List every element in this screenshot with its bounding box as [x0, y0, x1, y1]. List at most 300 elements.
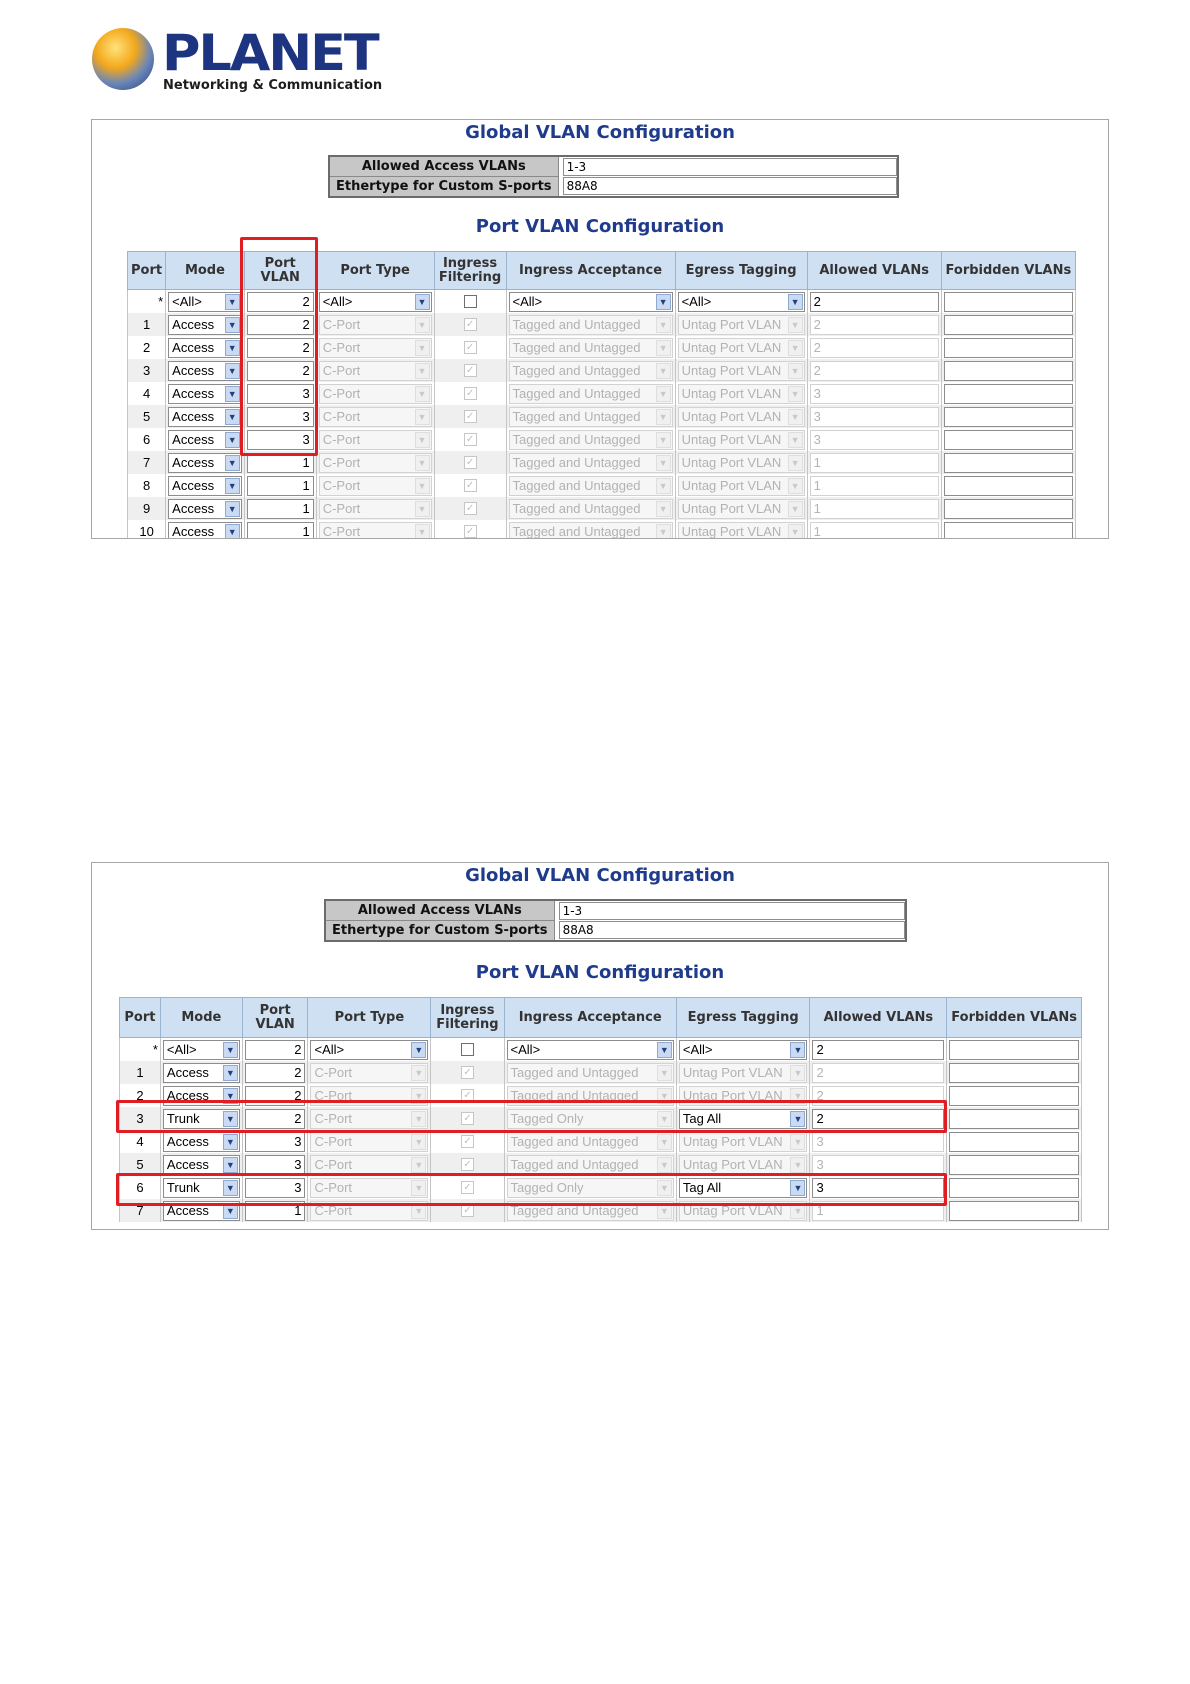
mode-select[interactable] — [168, 361, 242, 381]
chevron-down-icon: ▼ — [790, 1157, 805, 1173]
chevron-down-icon: ▼ — [788, 455, 803, 471]
forbidden-vlans-input[interactable] — [944, 522, 1073, 540]
egress-tagging-select-value: Untag Port VLAN — [681, 477, 782, 493]
forbidden-vlans-input[interactable] — [944, 430, 1073, 450]
chevron-down-icon: ▼ — [415, 409, 430, 425]
chevron-down-icon: ▼ — [656, 524, 671, 540]
ingress-filtering-checkbox: ✓ — [464, 318, 477, 331]
ingress-filtering-checkbox[interactable] — [461, 1043, 474, 1056]
mode-select[interactable] — [168, 499, 242, 519]
port-type-select — [319, 407, 432, 427]
allowed-vlans-input: 2 — [812, 1063, 944, 1083]
forbidden-vlans-input[interactable] — [944, 315, 1073, 335]
port-vlan-input[interactable]: 1 — [247, 499, 314, 519]
brand-tagline: Networking & Communication — [163, 78, 383, 93]
port-vlan-input[interactable]: 2 — [247, 315, 314, 335]
port-number: 2 — [128, 336, 166, 359]
ingress-acceptance-select-value: Tagged and Untagged — [512, 523, 641, 539]
chevron-down-icon: ▼ — [411, 1088, 426, 1104]
ingress-filtering-checkbox: ✓ — [464, 433, 477, 446]
ingress-acceptance-select-value: Tagged and Untagged — [512, 431, 641, 447]
ingress-acceptance-select-value: Tagged and Untagged — [512, 385, 641, 401]
chevron-down-icon: ▼ — [223, 1157, 238, 1173]
port-type-select-value: C-Port — [322, 477, 361, 493]
port-number: 2 — [120, 1084, 161, 1107]
port-type-select — [319, 453, 432, 473]
ingress-acceptance-select-value: <All> — [512, 293, 543, 309]
chevron-down-icon: ▼ — [225, 386, 240, 402]
mode-select[interactable] — [163, 1155, 240, 1175]
port-type-select-value: C-Port — [322, 500, 361, 516]
col-header-ingress-acceptance: Ingress Acceptance — [506, 252, 675, 290]
mode-select-value: Access — [172, 362, 215, 378]
allowed-vlans-input[interactable]: 2 — [812, 1040, 944, 1060]
egress-tagging-select — [679, 1132, 808, 1152]
egress-tagging-select — [678, 522, 805, 540]
ingress-acceptance-select-value: Tagged Only — [510, 1110, 584, 1126]
port-type-select-value: C-Port — [314, 1179, 353, 1195]
port-number: 5 — [128, 405, 166, 428]
port-vlan-input[interactable]: 2 — [247, 338, 314, 358]
egress-tagging-select-value: Untag Port VLAN — [681, 339, 782, 355]
port-vlan-input[interactable]: 2 — [247, 292, 314, 312]
port-type-select-value: C-Port — [314, 1110, 353, 1126]
mode-select-value: Access — [166, 1087, 209, 1103]
ingress-acceptance-select — [509, 522, 673, 540]
port-type-select — [319, 361, 432, 381]
chevron-down-icon: ▼ — [657, 1134, 672, 1150]
port-vlan-input[interactable]: 1 — [247, 476, 314, 496]
chevron-down-icon: ▼ — [223, 1088, 238, 1104]
ingress-acceptance-select-value: Tagged Only — [510, 1179, 584, 1195]
egress-tagging-select — [679, 1063, 808, 1083]
col-header-egress-tagging: Egress Tagging — [675, 252, 807, 290]
allowed-vlans-input: 2 — [812, 1086, 944, 1106]
chevron-down-icon: ▼ — [411, 1203, 426, 1219]
allowed-vlans-input: 2 — [810, 315, 939, 335]
chevron-down-icon: ▼ — [788, 524, 803, 540]
chevron-down-icon: ▼ — [225, 317, 240, 333]
ingress-acceptance-select — [509, 499, 673, 519]
port-vlan-input[interactable]: 3 — [247, 407, 314, 427]
col-header-allowed-vlans: Allowed VLANs — [807, 252, 941, 290]
egress-tagging-select-value: Untag Port VLAN — [682, 1202, 783, 1218]
chevron-down-icon: ▼ — [656, 478, 671, 494]
chevron-down-icon: ▼ — [657, 1157, 672, 1173]
egress-tagging-select[interactable] — [679, 1040, 808, 1060]
mode-select[interactable] — [168, 407, 242, 427]
brand-name: PLANET — [162, 24, 378, 82]
port-vlan-input[interactable]: 3 — [247, 384, 314, 404]
port-vlan-input[interactable]: 1 — [245, 1201, 306, 1221]
mode-select-value: Access — [166, 1202, 209, 1218]
mode-select[interactable] — [163, 1132, 240, 1152]
port-vlan-input[interactable]: 2 — [245, 1040, 306, 1060]
ingress-acceptance-select — [509, 338, 673, 358]
port-number: 4 — [120, 1130, 161, 1153]
col-header-ingress-acceptance: Ingress Acceptance — [504, 998, 676, 1038]
ingress-filtering-checkbox: ✓ — [461, 1089, 474, 1102]
ingress-acceptance-select-value: Tagged and Untagged — [512, 477, 641, 493]
chevron-down-icon: ▼ — [415, 478, 430, 494]
mode-select[interactable] — [168, 522, 242, 540]
col-header-port-vlan: Port VLAN — [242, 998, 308, 1038]
ingress-acceptance-select — [509, 361, 673, 381]
egress-tagging-select-value: Tag All — [682, 1179, 722, 1195]
port-type-select[interactable] — [310, 1040, 428, 1060]
allowed-access-vlans-input[interactable]: 1-3 — [559, 902, 905, 920]
egress-tagging-select-value: Untag Port VLAN — [681, 523, 782, 539]
ingress-acceptance-select — [507, 1063, 674, 1083]
chevron-down-icon: ▼ — [411, 1134, 426, 1150]
port-type-select — [319, 384, 432, 404]
ingress-acceptance-select — [509, 430, 673, 450]
allowed-vlans-input: 3 — [812, 1132, 944, 1152]
port-vlan-input[interactable]: 3 — [245, 1155, 306, 1175]
ingress-filtering-checkbox: ✓ — [464, 456, 477, 469]
global-vlan-title: Global VLAN Configuration — [465, 865, 735, 886]
chevron-down-icon: ▼ — [415, 524, 430, 540]
port-type-select-value: C-Port — [314, 1064, 353, 1080]
col-header-port-type: Port Type — [316, 252, 434, 290]
chevron-down-icon: ▼ — [225, 501, 240, 517]
ingress-acceptance-select — [507, 1155, 674, 1175]
ingress-filtering-checkbox: ✓ — [464, 364, 477, 377]
ingress-acceptance-select-value: Tagged and Untagged — [510, 1064, 639, 1080]
allowed-vlans-input: 3 — [810, 384, 939, 404]
mode-select-value: Access — [172, 500, 215, 516]
allowed-access-vlans-input[interactable]: 1-3 — [563, 158, 897, 176]
chevron-down-icon: ▼ — [415, 317, 430, 333]
egress-tagging-select — [679, 1155, 808, 1175]
chevron-down-icon: ▼ — [790, 1088, 805, 1104]
ingress-filtering-checkbox: ✓ — [461, 1066, 474, 1079]
mode-select-value: <All> — [166, 1041, 197, 1057]
chevron-down-icon: ▼ — [790, 1203, 805, 1219]
ingress-filtering-checkbox: ✓ — [461, 1158, 474, 1171]
chevron-down-icon: ▼ — [788, 363, 803, 379]
port-vlan-input[interactable]: 3 — [245, 1132, 306, 1152]
chevron-down-icon: ▼ — [657, 1111, 672, 1127]
mode-select-value: Access — [166, 1133, 209, 1149]
col-header-mode: Mode — [166, 252, 245, 290]
port-row — [128, 520, 1076, 539]
allowed-vlans-input: 1 — [812, 1201, 944, 1221]
ingress-filtering-checkbox[interactable] — [464, 295, 477, 308]
mode-select-value: Access — [172, 454, 215, 470]
chevron-down-icon: ▼ — [411, 1065, 426, 1081]
col-header-mode: Mode — [160, 998, 242, 1038]
port-type-select-value: C-Port — [322, 523, 361, 539]
egress-tagging-select-value: Untag Port VLAN — [681, 454, 782, 470]
mode-select-value: Access — [172, 431, 215, 447]
forbidden-vlans-input[interactable] — [944, 292, 1073, 312]
chevron-down-icon: ▼ — [415, 432, 430, 448]
port-type-select-value: C-Port — [314, 1087, 353, 1103]
port-row — [128, 474, 1076, 497]
port-number: 7 — [120, 1199, 161, 1222]
chevron-down-icon: ▼ — [788, 340, 803, 356]
chevron-down-icon: ▼ — [411, 1042, 426, 1058]
ingress-acceptance-select-value: Tagged and Untagged — [512, 454, 641, 470]
forbidden-vlans-input[interactable] — [949, 1063, 1079, 1083]
port-number: 3 — [120, 1107, 161, 1130]
mode-select[interactable] — [168, 476, 242, 496]
chevron-down-icon: ▼ — [657, 1088, 672, 1104]
chevron-down-icon: ▼ — [788, 386, 803, 402]
egress-tagging-select-value: Untag Port VLAN — [682, 1156, 783, 1172]
ingress-filtering-checkbox: ✓ — [464, 410, 477, 423]
ingress-filtering-checkbox: ✓ — [464, 479, 477, 492]
egress-tagging-select-value: Untag Port VLAN — [682, 1064, 783, 1080]
chevron-down-icon: ▼ — [656, 340, 671, 356]
port-type-select-value: C-Port — [322, 339, 361, 355]
chevron-down-icon: ▼ — [411, 1111, 426, 1127]
port-number: * — [120, 1038, 161, 1062]
chevron-down-icon: ▼ — [788, 409, 803, 425]
chevron-down-icon: ▼ — [657, 1180, 672, 1196]
forbidden-vlans-input[interactable] — [944, 384, 1073, 404]
port-number: 7 — [128, 451, 166, 474]
ingress-acceptance-select-value: Tagged and Untagged — [512, 316, 641, 332]
chevron-down-icon: ▼ — [788, 294, 803, 310]
header-row — [120, 998, 1082, 1038]
ingress-acceptance-select-value: Tagged and Untagged — [510, 1133, 639, 1149]
chevron-down-icon: ▼ — [656, 317, 671, 333]
chevron-down-icon: ▼ — [656, 386, 671, 402]
ingress-acceptance-select — [509, 476, 673, 496]
egress-tagging-select-value: Untag Port VLAN — [682, 1133, 783, 1149]
forbidden-vlans-input[interactable] — [944, 453, 1073, 473]
forbidden-vlans-input[interactable] — [949, 1132, 1079, 1152]
mode-select-value: Access — [166, 1156, 209, 1172]
port-number: * — [128, 290, 166, 314]
globe-icon — [92, 28, 154, 90]
chevron-down-icon: ▼ — [415, 501, 430, 517]
chevron-down-icon: ▼ — [657, 1065, 672, 1081]
egress-tagging-select — [678, 338, 805, 358]
port-type-select-value: C-Port — [322, 431, 361, 447]
mode-select[interactable] — [163, 1040, 240, 1060]
egress-tagging-select-value: Untag Port VLAN — [681, 500, 782, 516]
ethertype-input[interactable]: 88A8 — [559, 921, 905, 939]
mode-select-value: Access — [172, 339, 215, 355]
forbidden-vlans-input[interactable] — [944, 361, 1073, 381]
port-vlan-title: Port VLAN Configuration — [475, 216, 725, 237]
ingress-acceptance-select-value: <All> — [510, 1041, 541, 1057]
port-vlan-input[interactable]: 2 — [245, 1063, 306, 1083]
egress-tagging-select-value: Tag All — [682, 1110, 722, 1126]
chevron-down-icon: ▼ — [656, 501, 671, 517]
col-header-allowed-vlans: Allowed VLANs — [810, 998, 947, 1038]
port-vlan-input[interactable]: 2 — [247, 361, 314, 381]
chevron-down-icon: ▼ — [223, 1203, 238, 1219]
ingress-acceptance-select-value: Tagged and Untagged — [512, 500, 641, 516]
chevron-down-icon: ▼ — [225, 294, 240, 310]
chevron-down-icon: ▼ — [223, 1180, 238, 1196]
mode-select[interactable] — [163, 1063, 240, 1083]
egress-tagging-select — [678, 407, 805, 427]
ingress-acceptance-select-value: Tagged and Untagged — [510, 1202, 639, 1218]
chevron-down-icon: ▼ — [790, 1042, 805, 1058]
chevron-down-icon: ▼ — [790, 1111, 805, 1127]
global-vlan-table — [328, 155, 899, 198]
mode-select-value: Access — [172, 408, 215, 424]
forbidden-vlans-input[interactable] — [949, 1040, 1079, 1060]
ingress-acceptance-select-value: Tagged and Untagged — [510, 1087, 639, 1103]
egress-tagging-select — [678, 499, 805, 519]
mode-select[interactable] — [168, 292, 242, 312]
port-vlan-input[interactable]: 2 — [245, 1086, 306, 1106]
egress-tagging-select-value: <All> — [681, 293, 712, 309]
port-type-select-value: C-Port — [322, 385, 361, 401]
ingress-filtering-checkbox: ✓ — [461, 1204, 474, 1217]
port-type-select-value: C-Port — [322, 408, 361, 424]
port-number: 1 — [120, 1061, 161, 1084]
port-vlan-highlight — [240, 237, 318, 456]
mode-select-value: <All> — [172, 293, 202, 309]
allowed-vlans-input[interactable]: 2 — [810, 292, 939, 312]
chevron-down-icon: ▼ — [225, 409, 240, 425]
chevron-down-icon: ▼ — [788, 317, 803, 333]
chevron-down-icon: ▼ — [657, 1042, 672, 1058]
mode-select-value: Access — [172, 523, 215, 539]
chevron-down-icon: ▼ — [415, 386, 430, 402]
mode-select[interactable] — [168, 315, 242, 335]
port-type-select — [319, 315, 432, 335]
port-6-trunk-highlight — [116, 1173, 947, 1206]
forbidden-vlans-input[interactable] — [944, 499, 1073, 519]
ingress-acceptance-select-value: Tagged and Untagged — [512, 339, 641, 355]
forbidden-vlans-input[interactable] — [944, 476, 1073, 496]
chevron-down-icon: ▼ — [225, 524, 240, 540]
port-type-select-value: C-Port — [322, 454, 361, 470]
forbidden-vlans-input[interactable] — [949, 1155, 1079, 1175]
port-row — [120, 1130, 1082, 1153]
col-header-port-type: Port Type — [308, 998, 431, 1038]
ingress-acceptance-select[interactable] — [509, 292, 673, 312]
port-vlan-input[interactable]: 1 — [247, 453, 314, 473]
chevron-down-icon: ▼ — [223, 1134, 238, 1150]
vlan-config-screenshot-1 — [91, 119, 1109, 539]
port-type-select-value: <All> — [314, 1041, 345, 1057]
ingress-acceptance-select-value: Tagged and Untagged — [512, 408, 641, 424]
egress-tagging-select — [678, 430, 805, 450]
forbidden-vlans-input[interactable] — [949, 1109, 1079, 1129]
ingress-acceptance-select — [507, 1132, 674, 1152]
port-number: 3 — [128, 359, 166, 382]
port-vlan-input[interactable]: 2 — [245, 1109, 306, 1129]
ingress-filtering-checkbox: ✓ — [464, 387, 477, 400]
mode-select-value: Access — [166, 1064, 209, 1080]
port-number: 8 — [128, 474, 166, 497]
allowed-vlans-input: 1 — [810, 499, 939, 519]
port-vlan-input[interactable]: 1 — [247, 522, 314, 540]
port-vlan-input[interactable]: 3 — [245, 1178, 306, 1198]
mode-select[interactable] — [168, 430, 242, 450]
port-number: 5 — [120, 1153, 161, 1176]
vlan-config-screenshot-2 — [91, 862, 1109, 1230]
egress-tagging-select — [678, 476, 805, 496]
port-number: 10 — [128, 520, 166, 539]
port-vlan-input[interactable]: 3 — [247, 430, 314, 450]
chevron-down-icon: ▼ — [223, 1065, 238, 1081]
allowed-access-vlans-label: Allowed Access VLANs — [325, 900, 554, 921]
chevron-down-icon: ▼ — [415, 455, 430, 471]
port-type-select[interactable] — [319, 292, 432, 312]
ingress-acceptance-select[interactable] — [507, 1040, 674, 1060]
forbidden-vlans-input[interactable] — [944, 338, 1073, 358]
ingress-acceptance-select — [509, 384, 673, 404]
chevron-down-icon: ▼ — [788, 432, 803, 448]
mode-select[interactable] — [168, 384, 242, 404]
all-ports-row — [120, 1038, 1082, 1062]
allowed-vlans-input: 3 — [810, 430, 939, 450]
port-3-trunk-highlight — [116, 1100, 947, 1133]
egress-tagging-select-value: Untag Port VLAN — [681, 316, 782, 332]
ingress-filtering-checkbox: ✓ — [461, 1135, 474, 1148]
egress-tagging-select — [678, 315, 805, 335]
forbidden-vlans-input[interactable] — [949, 1086, 1079, 1106]
chevron-down-icon: ▼ — [415, 340, 430, 356]
chevron-down-icon: ▼ — [415, 294, 430, 310]
port-type-select — [319, 499, 432, 519]
egress-tagging-select-value: Untag Port VLAN — [681, 431, 782, 447]
ingress-acceptance-select-value: Tagged and Untagged — [510, 1156, 639, 1172]
port-type-select — [319, 338, 432, 358]
ethertype-input[interactable]: 88A8 — [563, 177, 897, 195]
col-header-forbidden-vlans: Forbidden VLANs — [947, 998, 1082, 1038]
mode-select-value: Trunk — [166, 1179, 200, 1195]
allowed-vlans-input[interactable]: 2 — [812, 1109, 944, 1129]
forbidden-vlans-input[interactable] — [944, 407, 1073, 427]
port-type-select — [310, 1132, 428, 1152]
chevron-down-icon: ▼ — [790, 1180, 805, 1196]
chevron-down-icon: ▼ — [415, 363, 430, 379]
port-type-select-value: C-Port — [314, 1156, 353, 1172]
port-row — [128, 497, 1076, 520]
ingress-filtering-checkbox: ✓ — [464, 341, 477, 354]
egress-tagging-select — [678, 384, 805, 404]
allowed-access-vlans-label: Allowed Access VLANs — [329, 156, 558, 177]
allowed-vlans-input: 1 — [810, 522, 939, 540]
col-header-port-vlan: Port VLAN — [244, 252, 316, 290]
ingress-filtering-checkbox: ✓ — [464, 525, 477, 538]
allowed-vlans-input[interactable]: 3 — [812, 1178, 944, 1198]
egress-tagging-select-value: Untag Port VLAN — [681, 385, 782, 401]
allowed-vlans-input: 3 — [812, 1155, 944, 1175]
chevron-down-icon: ▼ — [411, 1157, 426, 1173]
planet-logo — [92, 24, 383, 98]
port-type-select — [310, 1063, 428, 1083]
port-row — [120, 1061, 1082, 1084]
mode-select[interactable] — [168, 453, 242, 473]
global-vlan-table — [324, 899, 907, 942]
ingress-acceptance-select — [509, 407, 673, 427]
allowed-vlans-input: 1 — [810, 476, 939, 496]
egress-tagging-select — [678, 453, 805, 473]
col-header-ingress-filtering: Ingress Filtering — [434, 252, 506, 290]
forbidden-vlans-input[interactable] — [949, 1178, 1079, 1198]
egress-tagging-select[interactable] — [678, 292, 805, 312]
mode-select[interactable] — [168, 338, 242, 358]
forbidden-vlans-input[interactable] — [949, 1201, 1079, 1221]
port-number: 1 — [128, 313, 166, 336]
port-type-select-value: C-Port — [314, 1133, 353, 1149]
egress-tagging-select-value: Untag Port VLAN — [681, 408, 782, 424]
mode-select-value: Trunk — [166, 1110, 200, 1126]
ingress-filtering-checkbox: ✓ — [461, 1181, 474, 1194]
